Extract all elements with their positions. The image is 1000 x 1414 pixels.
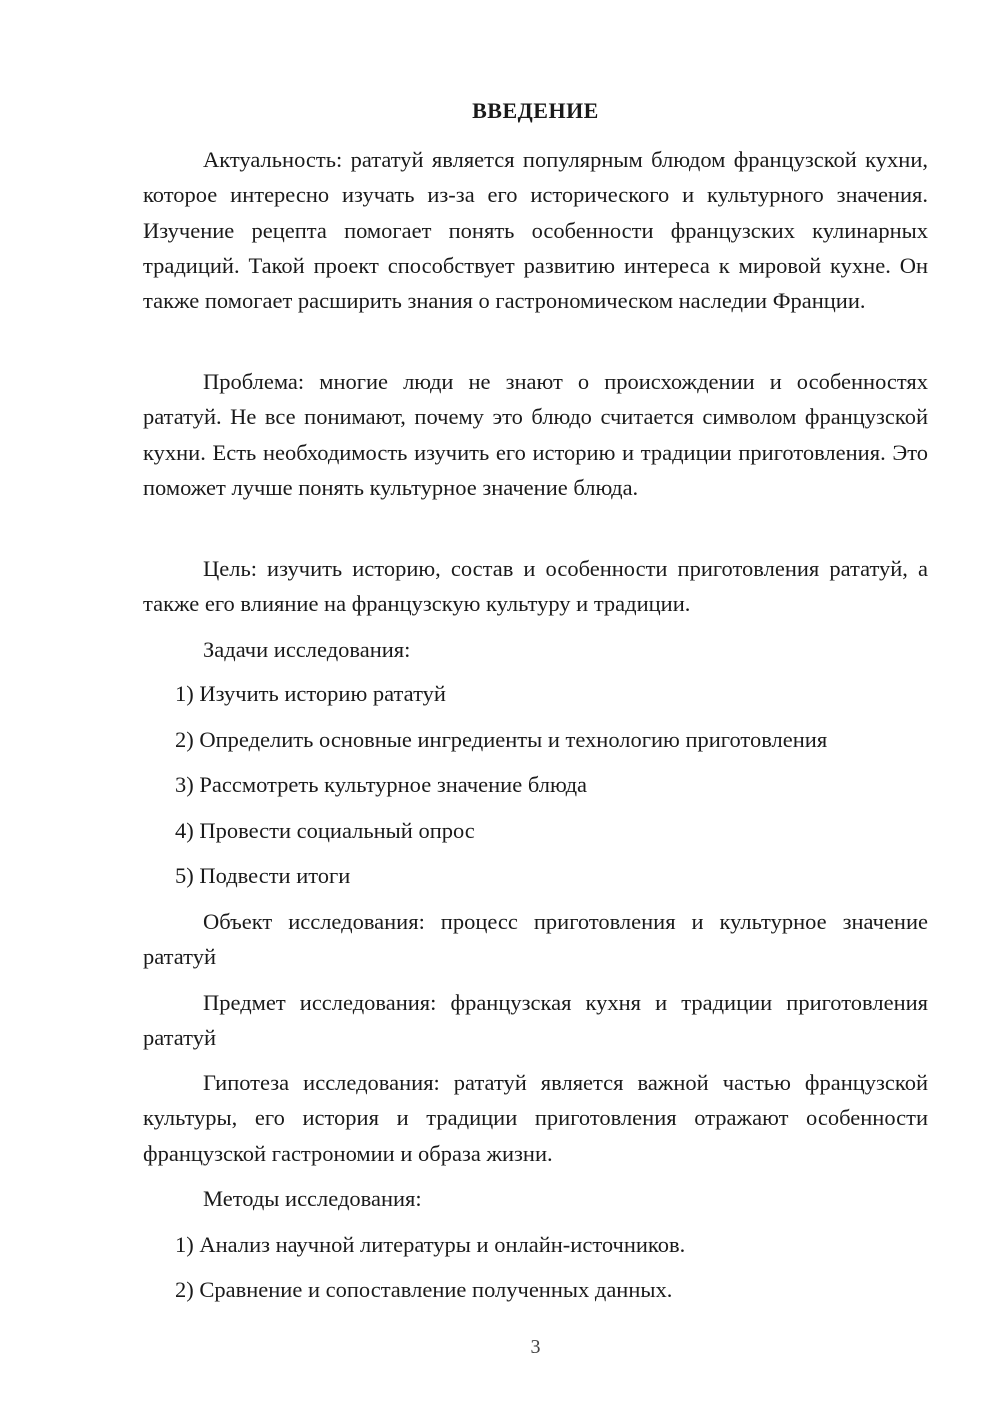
method-item: 1) Анализ научной литературы и онлайн-источников. bbox=[175, 1232, 686, 1257]
page-number: 3 bbox=[530, 1336, 541, 1358]
method-item: 2) Сравнение и сопоставление полученных данных. bbox=[175, 1277, 673, 1302]
hypothesis-paragraph: Гипотеза исследования: рататуй является важной частью французской культуры, его история и традиции приготовления отражают особенности французской гастрономии и образа жизни. bbox=[143, 1070, 928, 1166]
task-item: 2) Определить основные ингредиенты и технологию приготовления bbox=[175, 727, 828, 752]
task-item: 3) Рассмотреть культурное значение блюда bbox=[175, 772, 588, 797]
task-item: 1) Изучить историю рататуй bbox=[175, 681, 446, 706]
subject-paragraph: Предмет исследования: французская кухня и традиции приготовления рататуй bbox=[143, 990, 928, 1051]
problem-paragraph: Проблема: многие люди не знают о происхождении и особенностях рататуй. Не все понимают, почему это блюдо считается символом французской кухни. Есть необходимость изучить его историю и традиции приготовления. Это поможет лучше понять культурное значение блюда. bbox=[143, 369, 928, 500]
methods-heading: Методы исследования: bbox=[203, 1186, 422, 1211]
document-page bbox=[143, 0, 928, 1414]
task-item: 5) Подвести итоги bbox=[175, 863, 351, 888]
tasks-heading: Задачи исследования: bbox=[203, 637, 411, 662]
object-paragraph: Объект исследования: процесс приготовления и культурное значение рататуй bbox=[143, 909, 928, 970]
task-item: 4) Провести социальный опрос bbox=[175, 818, 475, 843]
goal-paragraph: Цель: изучить историю, состав и особенности приготовления рататуй, а также его влияние на французскую культуру и традиции. bbox=[143, 556, 928, 617]
relevance-paragraph: Актуальность: рататуй является популярным блюдом французской кухни, которое интересно изучать из-за его исторического и культурного значения. Изучение рецепта помогает понять особенности французских кулинарных традиций. Такой проект способствует развитию интереса к мировой кухне. Он также помогает расширить знания о гастрономическом наследии Франции. bbox=[143, 147, 928, 314]
section-title: ВВЕДЕНИЕ bbox=[472, 98, 599, 123]
